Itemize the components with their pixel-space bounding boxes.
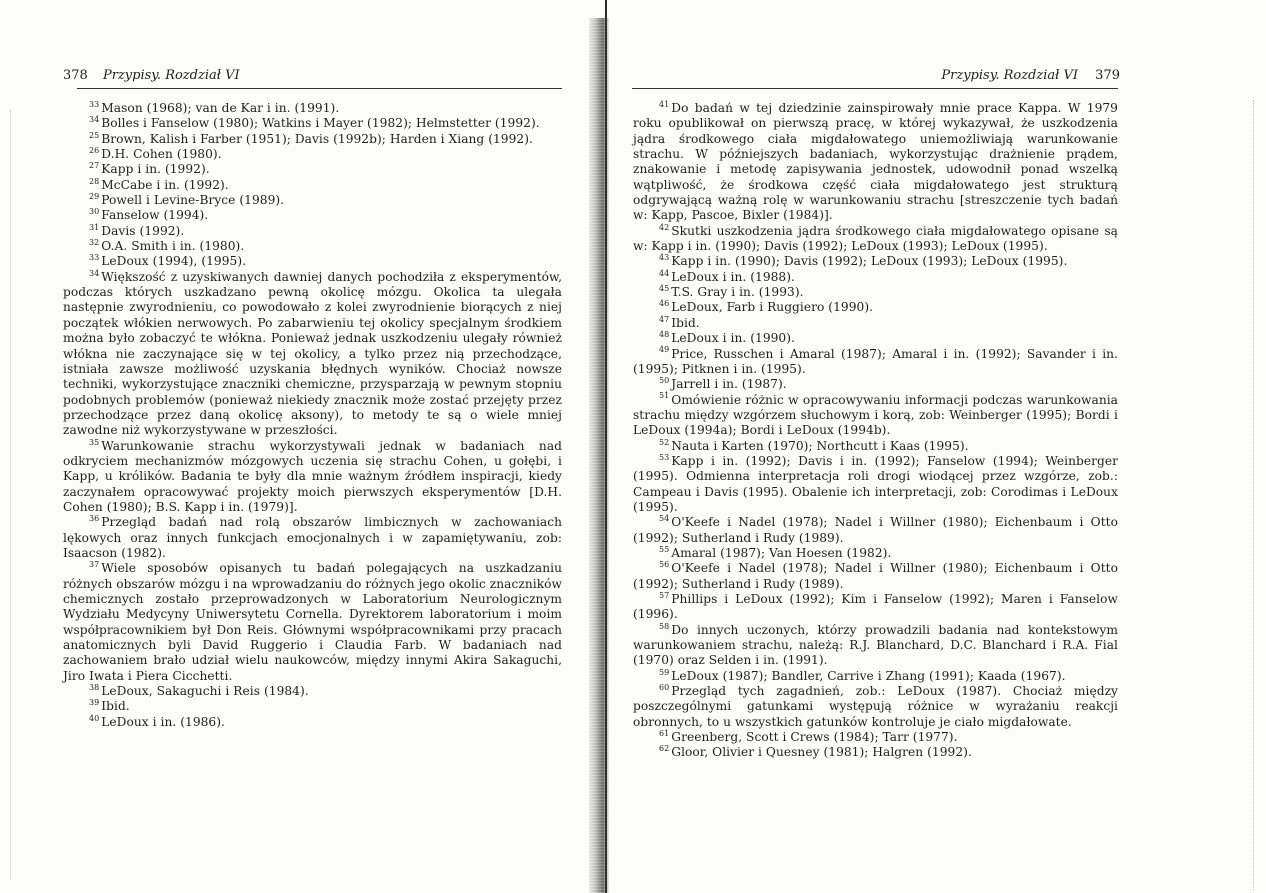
endnote-text: Bolles i Fanselow (1980); Watkins i Mayer (1982); Helmstetter (1992). [101, 116, 540, 131]
endnote-text: Wiele sposobów opisanych tu badań polegających na uszkadzaniu różnych obszarów mózgu i na wprowadzaniu do różnych jego okolic znaczników chemicznych zostało przeprowadzonych w Laboratorium Neurologicznym Wydziału Medycyny Uniwersytetu Cornella. Dyrektorem laboratorium i moim współpracownikiem był Don Reis. Głównymi współpracownikami przy pracach anatomicznych byli David Ruggerio i Claudia Farb. W badaniach nad zachowaniem brało udział wielu naukowców, między innymi Akira Sakaguchi, Jiro Iwata i Piera Cicchetti. [63, 561, 562, 683]
endnote-text: Davis (1992). [101, 223, 185, 238]
endnote [633, 270, 1118, 285]
endnote [633, 454, 1118, 515]
endnote-number: 31 [89, 222, 100, 232]
endnote-text: LeDoux, Sakaguchi i Reis (1984). [101, 684, 309, 699]
endnote [63, 561, 562, 684]
endnote [633, 300, 1118, 315]
book-fold [605, 0, 607, 893]
endnote-number: 45 [659, 284, 670, 294]
endnote [633, 347, 1118, 378]
endnote-number: 41 [659, 99, 670, 109]
endnote-number: 40 [89, 713, 100, 723]
endnote [633, 254, 1118, 269]
endnote [633, 439, 1118, 454]
endnotes-list [63, 101, 562, 730]
endnote-text: Fanselow (1994). [101, 208, 209, 223]
endnote [633, 316, 1118, 331]
page-edge-left [10, 110, 12, 880]
endnote [63, 239, 562, 254]
endnote-text: O.A. Smith i in. (1980). [101, 239, 245, 254]
endnote-number: 39 [89, 698, 100, 708]
endnote [633, 377, 1118, 392]
endnote-text: Ibid. [101, 699, 130, 714]
endnote-number: 29 [89, 192, 100, 201]
endnote-text: Kapp i in. (1992); Davis i in. (1992); Fanselow (1994); Weinberger (1995). Odmienna interpretacja roli drogi wiodącej przez wzgórze, zob.: Campeau i Davis (1995). Obalenie ich interpretacji, zob: Corodimas i LeDoux (1995). [633, 453, 1118, 514]
endnote [63, 270, 562, 439]
endnote [633, 224, 1118, 255]
page-number: 378 [63, 68, 88, 83]
endnote-text: Jarrell i in. (1987). [671, 377, 787, 392]
endnote-text: Większość z uzyskiwanych dawniej danych pochodziła z eksperymentów, podczas których uszkadzano pewną okolicę mózgu. Okolica ta ulegała następnie zwyrodnieniu, co powodowało z kolei zwyrodnienie biorących z niej początek włókien nerwowych. Po zabarwieniu tej okolicy specjalnym środkiem można było zobaczyć te włókna. Ponieważ jednak uszkodzeniu ulegały również włókna nie zaczynające się w tej okolicy, a tylko przez nią przechodzące, istniała zawsze możliwość uzyskania błędnych wyników. Chociaż nowsze techniki, wykorzystujące znaczniki chemiczne, przysparzają w pewnym stopniu podobnych problemów (ponieważ niekiedy znacznik może zostać przejęty przez przechodzące przez daną okolicę aksony), to metody te są o wiele mniej zawodne niż wykorzystywane w przeszłości. [63, 269, 562, 438]
page-number: 379 [1095, 68, 1120, 83]
endnote-text: Brown, Kalish i Farber (1951); Davis (1992b); Harden i Xiang (1992). [101, 131, 533, 146]
running-head: Przypisy. Rozdział VI [103, 68, 240, 83]
endnote [63, 101, 562, 116]
endnote [63, 224, 562, 239]
endnote-text: Mason (1968); van de Kar i in. (1991). [101, 101, 340, 115]
page-edge-right [1252, 100, 1254, 890]
endnote [633, 623, 1118, 669]
endnote-number: 34 [89, 268, 100, 278]
endnote [633, 561, 1118, 592]
endnote-text: Przegląd badań nad rolą obszarów limbicznych w zachowaniach lękowych oraz innych funkcjach emocjonalnych i w zapamiętywaniu, zob: Isaacson (1982). [63, 515, 562, 560]
endnote [63, 715, 562, 730]
endnote [633, 546, 1118, 561]
endnote-text: Skutki uszkodzenia jądra środkowego ciała migdałowatego opisane są w: Kapp i in. (1990); Davis (1992); LeDoux (1993); LeDoux (1995). [633, 223, 1118, 254]
endnote [633, 515, 1118, 546]
endnote-number: 61 [659, 729, 670, 739]
endnote-text: LeDoux i in. (1988). [671, 269, 795, 284]
endnote-text: LeDoux i in. (1986). [101, 714, 225, 729]
endnote-text: Omówienie różnic w opracowywaniu informacji podczas warunkowania strachu między wzgórzem słuchowym i korą, zob: Weinberger (1995); Bordi i LeDoux (1994a); Bordi i LeDoux (1994b). [633, 392, 1118, 438]
endnote [633, 745, 1118, 760]
endnote-text: Powell i Levine-Bryce (1989). [101, 193, 285, 208]
endnote [63, 515, 562, 561]
endnote [63, 178, 562, 193]
endnote-text: LeDoux, Farb i Ruggiero (1990). [671, 300, 874, 315]
endnote-number: 52 [659, 437, 670, 447]
endnote-text: Greenberg, Scott i Crews (1984); Tarr (1977). [671, 730, 958, 745]
endnote-number: 37 [89, 560, 100, 570]
endnotes-list [633, 101, 1118, 761]
endnote [633, 331, 1118, 346]
endnote-number: 50 [659, 376, 670, 386]
endnote-text: Price, Russchen i Amaral (1987); Amaral i in. (1992); Savander i in. (1995); Pitknen i in. (1995). [633, 346, 1118, 376]
endnote-text: T.S. Gray i in. (1993). [671, 285, 804, 300]
endnote-text: Ibid. [671, 315, 700, 330]
endnote-number: 26 [89, 145, 100, 155]
endnote-number: 35 [89, 437, 100, 447]
endnote [633, 684, 1118, 730]
endnote-number: 42 [659, 222, 670, 232]
endnote-number: 30 [89, 207, 100, 217]
endnote-number: 33 [89, 253, 100, 263]
endnote-text: Nauta i Karten (1970); Northcutt i Kaas (1995). [671, 438, 969, 453]
endnote [633, 101, 1118, 224]
endnote [633, 592, 1118, 623]
endnote-number: 38 [89, 683, 100, 692]
endnote [63, 254, 562, 269]
endnote-number: 58 [659, 621, 670, 631]
endnote-number: 57 [659, 590, 670, 600]
endnote-number: 48 [659, 330, 670, 340]
endnote [633, 393, 1118, 439]
endnote-number: 54 [659, 514, 670, 524]
endnote-text: Do innych uczonych, którzy prowadzili badania nad kontekstowym warunkowaniem strachu, należą: R.J. Blanchard, D.C. Blanchard i R.A. Fial (1970) oraz Selden i in. (1991). [633, 622, 1118, 668]
endnote-text: Gloor, Olivier i Quesney (1981); Halgren (1992). [671, 745, 972, 760]
endnote-number: 47 [659, 314, 670, 324]
endnote-number: 62 [659, 744, 670, 754]
endnote-number: 51 [659, 391, 670, 401]
right-page [632, 68, 1118, 761]
endnote-number: 34 [89, 115, 100, 125]
endnote-number: 59 [659, 667, 670, 677]
endnote [633, 730, 1118, 745]
endnote-text: Przegląd tych zagadnień, zob.: LeDoux (1987). Chociaż między poszczególnymi gatunkami występują różnice w wyrażaniu reakcji obronnych, to u wszystkich gatunków kontroluje je ciało migdałowate. [633, 684, 1118, 729]
endnote-number: 32 [89, 238, 100, 248]
endnote [63, 162, 562, 177]
endnote-text: McCabe i in. (1992). [101, 177, 229, 192]
endnote [633, 669, 1118, 684]
endnote-number: 36 [89, 514, 100, 524]
endnote [63, 684, 562, 699]
endnote-text: LeDoux i in. (1990). [671, 331, 795, 346]
endnote-number: 43 [659, 253, 670, 263]
left-page [63, 68, 562, 730]
endnote [63, 439, 562, 516]
endnote [633, 285, 1118, 300]
endnote-number: 25 [89, 130, 100, 140]
endnote [63, 147, 562, 162]
endnote-text: Amaral (1987); Van Hoesen (1982). [671, 545, 892, 560]
endnote-number: 28 [89, 176, 100, 186]
endnote-text: O'Keefe i Nadel (1978); Nadel i Willner (1980); Eichenbaum i Otto (1992); Sutherland i Rudy (1989). [633, 561, 1118, 591]
endnote-number: 55 [659, 544, 670, 554]
endnote-text: LeDoux (1987); Bandler, Carrive i Zhang (1991); Kaada (1967). [671, 668, 1066, 683]
endnote-text: LeDoux (1994), (1995). [101, 254, 247, 269]
endnote-number: 44 [659, 268, 670, 278]
left-page-header [63, 68, 562, 89]
right-page-header [632, 68, 1118, 89]
endnote-text: Kapp i in. (1992). [101, 162, 210, 177]
endnote-text: Do badań w tej dziedzinie zainspirowały mnie prace Kappa. W 1979 roku opublikował on pierwszą pracę, w której wykazywał, że uszkodzenia jądra środkowego ciała migdałowatego uniemożliwiają warunkowanie strachu. W późniejszych badaniach, wykorzystując drażnienie prądem, znakowanie i metodę zapisywania jednostek, udowodnił ponad wszelką wątpliwość, że środkowa część ciała migdałowatego jest strukturą odgrywającą ważną rolę w warunkowaniu strachu [streszczenie tych badań w: Kapp, Pascoe, Bixler (1984)]. [633, 101, 1118, 223]
endnote-text: O'Keefe i Nadel (1978); Nadel i Willner (1980); Eichenbaum i Otto (1992); Sutherland i Rudy (1989). [633, 515, 1118, 545]
endnote-text: Phillips i LeDoux (1992); Kim i Fanselow (1992); Maren i Fanselow (1996). [633, 592, 1118, 622]
endnote-number: 60 [659, 683, 670, 692]
endnote-number: 53 [659, 452, 670, 462]
endnote-number: 49 [659, 345, 670, 355]
endnote [63, 193, 562, 208]
endnote [63, 699, 562, 714]
endnote [63, 208, 562, 223]
endnote-number: 27 [89, 161, 100, 171]
endnote-number: 46 [659, 299, 670, 309]
endnote [63, 116, 562, 131]
endnote-text: D.H. Cohen (1980). [101, 147, 222, 162]
endnote-number: 33 [89, 99, 100, 109]
endnote [63, 132, 562, 147]
endnote-number: 56 [659, 560, 670, 570]
running-head: Przypisy. Rozdział VI [941, 68, 1078, 83]
endnote-text: Kapp i in. (1990); Davis (1992); LeDoux (1993); LeDoux (1995). [671, 254, 1068, 269]
endnote-text: Warunkowanie strachu wykorzystywali jednak w badaniach nad odkryciem mechanizmów mózgowych uczenia się strachu Cohen, u gołębi, i Kapp, u królików. Badania te były dla mnie ważnym źródłem inspiracji, kiedy zaczynałem opracowywać projekty moich pierwszych eksperymentów [D.H. Cohen (1980); B.S. Kapp i in. (1979)]. [63, 438, 562, 514]
